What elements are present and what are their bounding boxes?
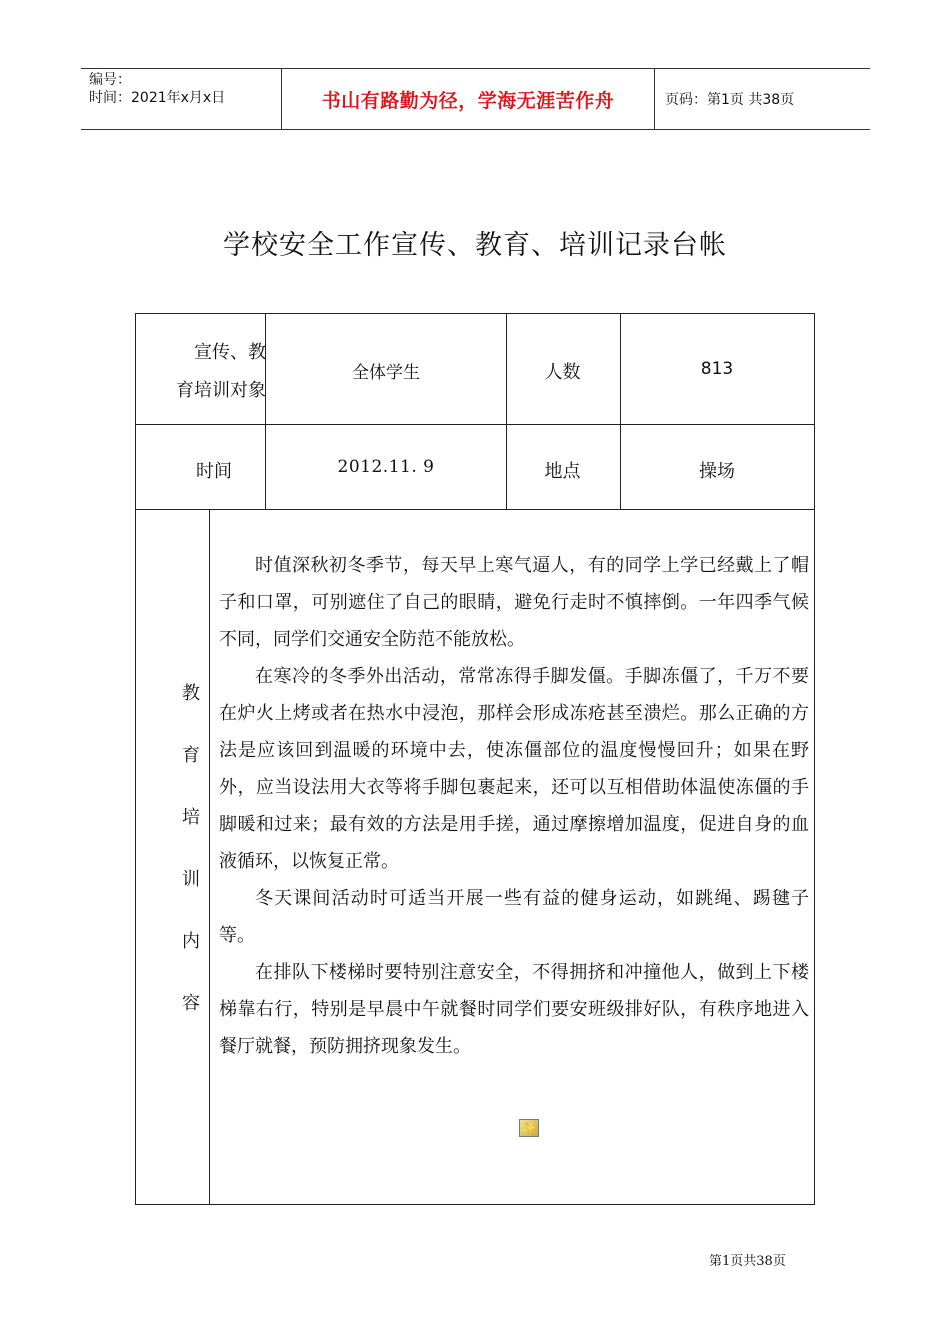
content-label-char: 内 xyxy=(182,931,200,952)
header-motto: 书山有路勤为径，学海无涯苦作舟 xyxy=(321,90,615,112)
table-rule xyxy=(209,509,210,1205)
count-label: 人数 xyxy=(544,362,581,383)
content-label-char: 培 xyxy=(182,807,200,828)
time-value: 2012.11. 9 xyxy=(337,457,435,477)
content-paragraph: 在排队下楼梯时要特别注意安全，不得拥挤和冲撞他人，做到上下楼梯靠右行，特别是早晨中午就餐时同学们要安班级排好队，有秩序地进入餐厅就餐，预防拥挤现象发生。 xyxy=(219,962,809,1057)
content-label xyxy=(180,679,202,1051)
content-body xyxy=(219,547,809,1065)
time-label: 时间：2021年x月x日 xyxy=(89,90,226,106)
table-rule xyxy=(136,424,814,425)
header-divider xyxy=(654,69,655,129)
content-label-char: 育 xyxy=(182,745,200,766)
serial-label: 编号： xyxy=(89,72,131,88)
object-label xyxy=(176,334,266,410)
content-paragraph: 在寒冷的冬季外出活动，常常冻得手脚发僵。手脚冻僵了，千万不要在炉火上烤或者在热水中浸泡，那样会形成冻疮甚至溃烂。那么正确的方法是应该回到温暖的环境中去，使冻僵部位的温度慢慢回升；如果在野外，应当设法用大衣等将手脚包裹起来，还可以互相借助体温使冻僵的手脚暖和过来；最有效的方法是用手搓，通过摩擦增加温度，促进自身的血液循环，以恢复正常。 xyxy=(219,666,809,872)
record-table xyxy=(135,313,815,1205)
place-label: 地点 xyxy=(544,461,581,482)
document-title: 学校安全工作宣传、教育、培训记录台帐 xyxy=(223,230,727,261)
count-value: 813 xyxy=(700,359,734,379)
header-meta xyxy=(89,71,225,107)
place-value: 操场 xyxy=(699,461,735,482)
content-label-char: 教 xyxy=(182,683,200,704)
object-value: 全体学生 xyxy=(352,363,420,383)
table-rule xyxy=(136,509,814,510)
content-label-char: 容 xyxy=(182,993,200,1014)
content-paragraph: 冬天课间活动时可适当开展一些有益的健身运动，如跳绳、踢毽子等。 xyxy=(219,888,809,946)
header-page-info: 页码：第1页 共38页 xyxy=(665,92,795,108)
page-footer: 第1页共38页 xyxy=(709,1254,786,1269)
object-label-line: 育培训对象 xyxy=(176,380,266,401)
content-label-char: 训 xyxy=(182,869,200,890)
embedded-object-icon: ✨ xyxy=(519,1119,539,1137)
time-label: 时间 xyxy=(196,461,232,482)
object-label-line: 宣传、教 xyxy=(194,342,266,363)
page-header xyxy=(81,68,870,130)
content-paragraph: 时值深秋初冬季节，每天早上寒气逼人，有的同学上学已经戴上了帽子和口罩，可别遮住了自己的眼睛，避免行走时不慎摔倒。一年四季气候不同，同学们交通安全防范不能放松。 xyxy=(219,555,809,650)
